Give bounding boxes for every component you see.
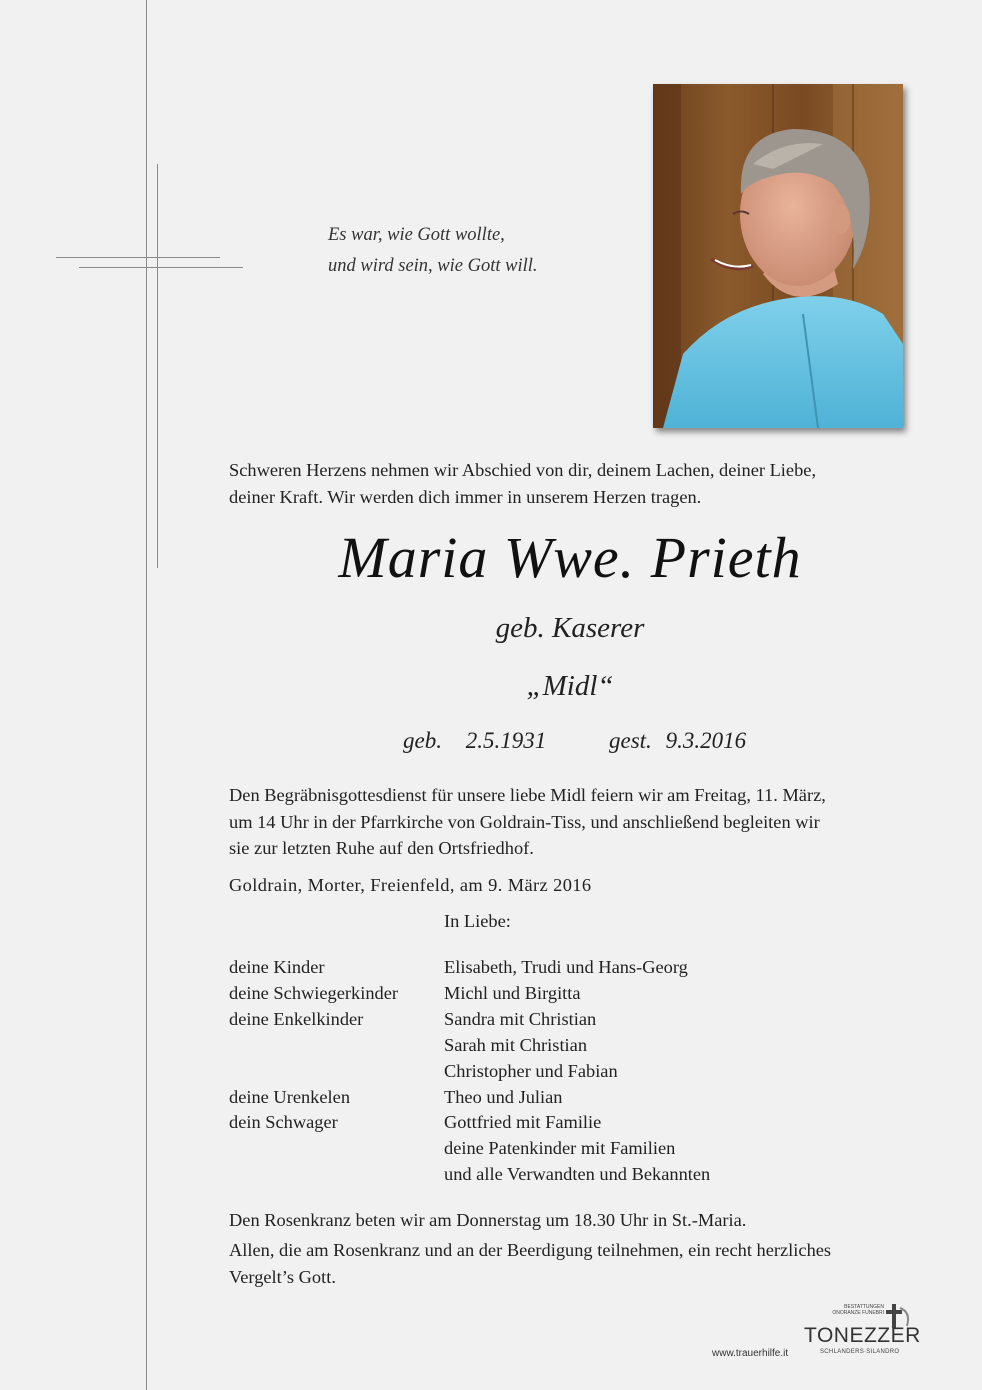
mourner-relation: [229, 1059, 444, 1085]
death-date: 9.3.2016: [665, 728, 747, 753]
funeral-line-1: Den Begräbnisgottesdienst für unsere liebe Midl feiern wir am Freitag, 11. März,: [229, 785, 826, 805]
mourner-relation: dein Schwager: [229, 1112, 338, 1133]
website-link[interactable]: www.trauerhilfe.it: [712, 1348, 789, 1359]
nickname: „Midl“: [526, 670, 614, 702]
portrait-image: [653, 84, 903, 428]
funeral-text: [229, 782, 917, 862]
mourner-names: und alle Verwandten und Bekannten: [444, 1164, 711, 1185]
mourner-names: Christopher und Fabian: [444, 1060, 618, 1081]
mourner-relation: [229, 1162, 444, 1188]
cross-vertical-outer: [146, 0, 147, 1390]
mourner-row: [229, 1033, 929, 1059]
mourner-names: Gottfried mit Familie: [444, 1112, 602, 1133]
funeral-line-3: sie zur letzten Ruhe auf den Ortsfriedhof.: [229, 838, 534, 858]
mourner-relation: deine Schwiegerkinder: [229, 982, 399, 1003]
mourner-row: [229, 1110, 929, 1136]
mourner-names: deine Patenkinder mit Familien: [444, 1138, 676, 1159]
mourner-relation: deine Kinder: [229, 957, 325, 977]
logo-subtitle: [800, 1304, 884, 1316]
in-liebe-label: In Liebe:: [444, 911, 511, 931]
logo-subtitle-2: ONORANZE FUNEBRI: [832, 1310, 884, 1316]
thanks-line-2: Vergelt’s Gott.: [229, 1266, 336, 1287]
birth-date: 2.5.1931: [465, 728, 547, 753]
birth-date-line: [403, 728, 546, 754]
mourner-names: Sarah mit Christian: [444, 1034, 588, 1055]
intro-line-1: Schweren Herzens nehmen wir Abschied von dir, deinem Lachen, deiner Liebe,: [229, 460, 817, 480]
intro-line-2: deiner Kraft. Wir werden dich immer in unserem Herzen tragen.: [229, 486, 702, 507]
cross-vertical-inner: [157, 164, 158, 568]
funeral-line-2: um 14 Uhr in der Pfarrkirche von Goldrain-Tiss, und anschließend begleiten wir: [229, 811, 820, 832]
quote-line-2: und wird sein, wie Gott will.: [328, 256, 538, 276]
logo-subtitle-1: BESTATTUNGEN: [844, 1304, 884, 1310]
mourner-relation: [229, 1136, 444, 1162]
mourner-row: [229, 955, 929, 981]
mourner-names: Theo und Julian: [444, 1086, 563, 1107]
quote-line-1: Es war, wie Gott wollte,: [328, 225, 505, 245]
intro-text: [229, 457, 917, 510]
cross-horizontal-bottom: [79, 267, 243, 268]
funeral-home-logo: [800, 1302, 921, 1360]
mourner-names: Elisabeth, Trudi und Hans-Georg: [444, 957, 688, 977]
portrait-photo: [653, 84, 903, 428]
mourner-row: [229, 1007, 929, 1033]
mourner-row: [229, 1136, 929, 1162]
maiden-name: geb. Kaserer: [495, 612, 645, 644]
mourner-relation: deine Enkelkinder: [229, 1008, 364, 1029]
mourner-row: [229, 1162, 929, 1188]
place-date: Goldrain, Morter, Freienfeld, am 9. März 2016: [229, 875, 592, 895]
rosary-text: [229, 1207, 917, 1234]
rosary-line: Den Rosenkranz beten wir am Donnerstag um 18.30 Uhr in St.-Maria.: [229, 1210, 747, 1230]
mourner-names: Sandra mit Christian: [444, 1008, 597, 1029]
mourner-names: Michl und Birgitta: [444, 982, 581, 1003]
logo-name: TONEZZER: [804, 1324, 921, 1347]
death-label: gest.: [609, 728, 652, 753]
mourner-row: [229, 1059, 929, 1085]
mourner-relation: [229, 1033, 444, 1059]
logo-city: SCHLANDERS·SILANDRO: [820, 1349, 900, 1355]
birth-label: geb.: [403, 728, 442, 753]
cross-horizontal-top: [56, 257, 220, 258]
bible-quote: [328, 220, 538, 282]
mourner-relation: deine Urenkelen: [229, 1086, 351, 1107]
deceased-name: Maria Wwe. Prieth: [338, 525, 802, 590]
mourner-row: [229, 1085, 929, 1111]
mourner-row: [229, 981, 929, 1007]
mourners-list: [229, 955, 929, 1188]
death-date-line: [609, 728, 746, 754]
thanks-line-1: Allen, die am Rosenkranz und an der Beerdigung teilnehmen, ein recht herzliches: [229, 1240, 832, 1260]
thanks-text: [229, 1237, 917, 1290]
